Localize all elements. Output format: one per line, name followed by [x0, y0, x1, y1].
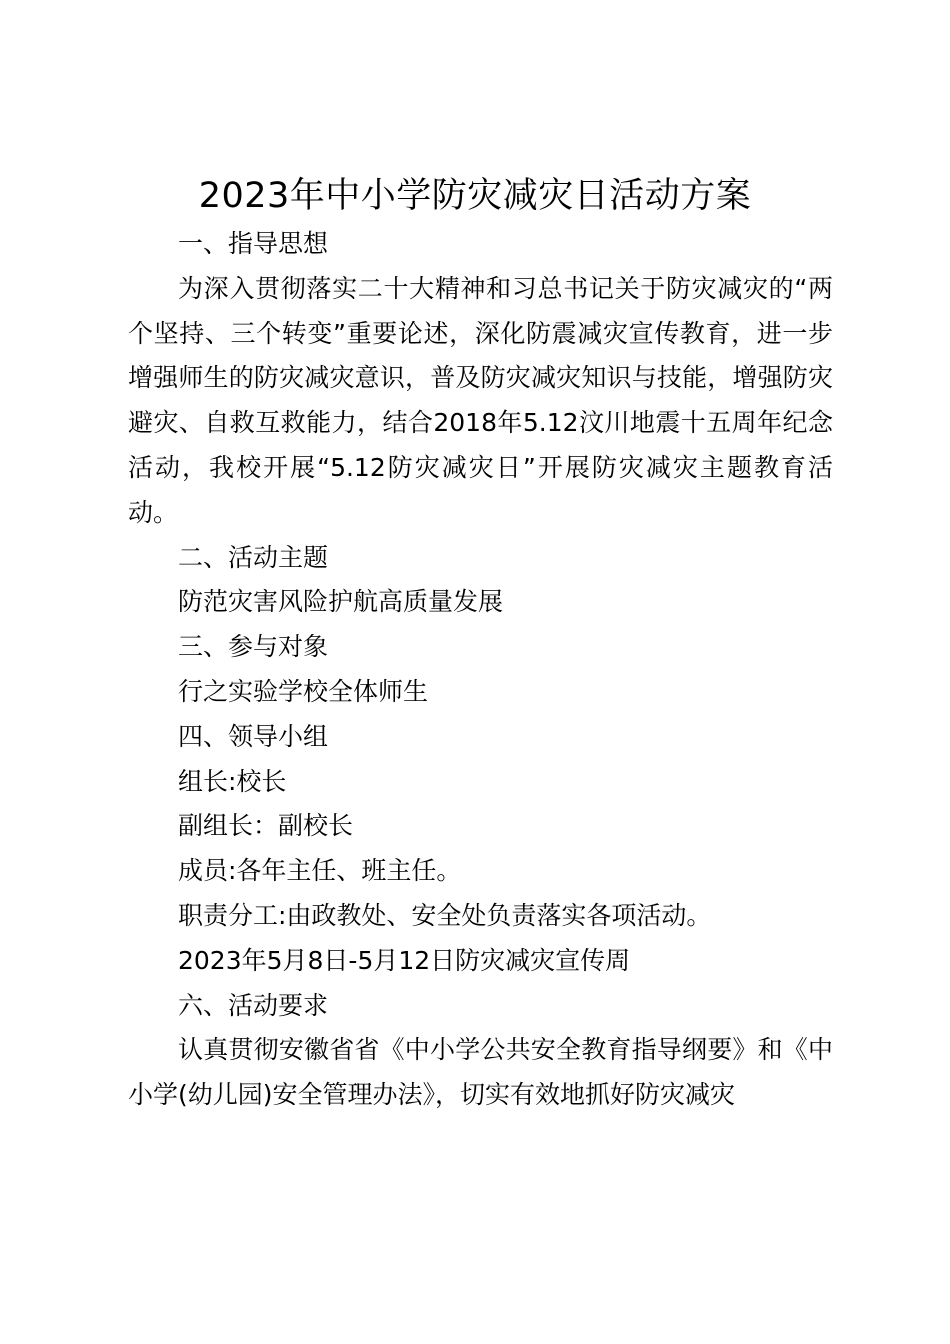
duties-line: 职责分工:由政教处、安全处负责落实各项活动。 — [178, 900, 712, 930]
publicity-week-line: 2023年5月8日-5月12日防灾减灾宣传周 — [178, 945, 631, 975]
section-body-participants: 行之实验学校全体师生 — [178, 676, 429, 706]
section-body-theme: 防范灾害风险护航高质量发展 — [178, 587, 504, 617]
section-heading-participants: 三、参与对象 — [178, 632, 329, 662]
section-body-requirements: 认真贯彻安徽省省《中小学公共安全教育指导纲要》和《中小学(幼儿园)安全管理办法》，切实有效地抓好防灾减灾 — [128, 1035, 833, 1110]
section-heading-guiding-ideology: 一、指导思想 — [178, 229, 329, 258]
document-title: 2023年中小学防灾减灾日活动方案 — [198, 176, 752, 216]
leader-line: 组长:校长 — [178, 766, 287, 796]
members-line: 成员:各年主任、班主任。 — [178, 856, 462, 886]
document-body — [128, 222, 833, 1118]
section-heading-theme: 二、活动主题 — [178, 542, 329, 572]
section-heading-leadership-group: 四、领导小组 — [178, 721, 329, 751]
deputy-leader-line: 副组长：副校长 — [178, 811, 354, 841]
section-body-guiding-ideology: 为深入贯彻落实二十大精神和习总书记关于防灾减灾的“两个坚持、三个转变”重要论述，深化防震减灾宣传教育，进一步增强师生的防灾减灾意识，普及防灾减灾知识与技能，增强防灾避灾、自救互救能力，结合2018年5.12汶川地震十五周年纪念活动，我校开展“5.12防灾减灾日”开展防灾减灾主题教育活动。 — [128, 273, 833, 527]
section-heading-requirements: 六、活动要求 — [178, 990, 329, 1020]
